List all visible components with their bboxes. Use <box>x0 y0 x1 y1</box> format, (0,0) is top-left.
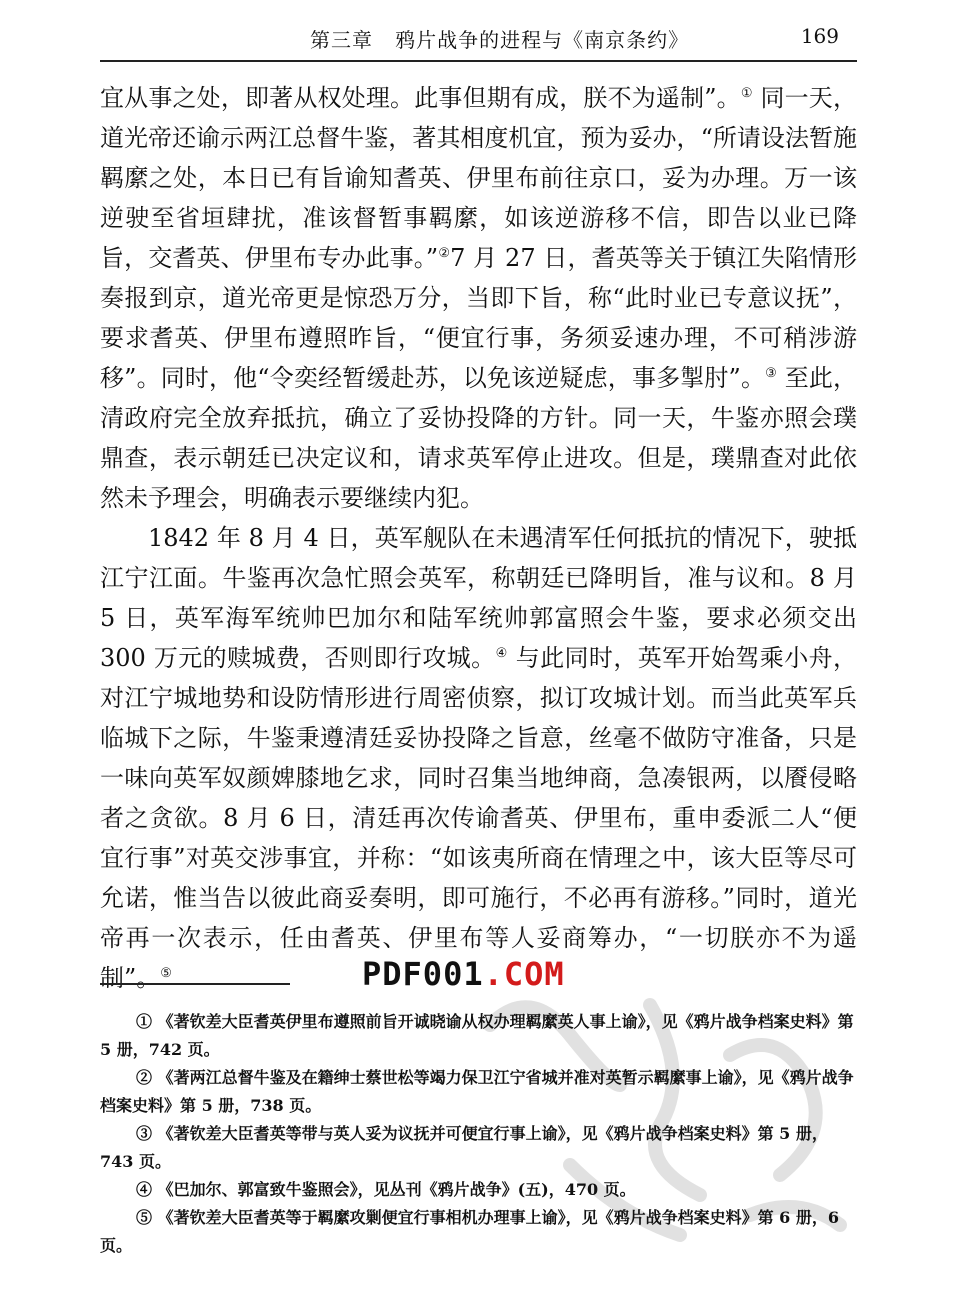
footnote-item: ① 《著钦差大臣耆英伊里布遵照前旨开诚晓谕从权办理羁縻英人事上谕》，见《鸦片战争档案史料》第 5 册，742 页。 <box>100 1012 854 1059</box>
footnote-marker: ① <box>740 86 753 101</box>
main-text <box>100 78 857 998</box>
page-number: 169 <box>800 24 839 48</box>
running-header <box>100 22 857 62</box>
footnote-marker: ② <box>438 246 451 261</box>
text-segment: 至此，清政府完全放弃抵抗，确立了妥协投降的方针。同一天，牛鉴亦照会璞鼎查，表示朝廷已决定议和，请求英军停止进攻。但是，璞鼎查对此依然未予理会，明确表示要继续内犯。 <box>100 364 857 512</box>
footnote-item: ⑤ 《著钦差大臣耆英等于羁縻攻剿便宜行事相机办理事上谕》，见《鸦片战争档案史料》第 6 册，6 页。 <box>100 1208 839 1255</box>
footnote-item: ② 《著两江总督牛鉴及在籍绅士蔡世松等竭力保卫江宁省城并准对英暂示羁縻事上谕》，见《鸦片战争档案史料》第 5 册，738 页。 <box>100 1068 854 1115</box>
footnote-item: ④ 《巴加尔、郭富致牛鉴照会》，见丛刊《鸦片战争》(五)，470 页。 <box>136 1180 636 1199</box>
body-paragraph <box>100 78 857 518</box>
text-segment: 1842 年 8 月 4 日，英军舰队在未遇清军任何抵抗的情况下，驶抵江宁江面。牛鉴再次急忙照会英军，称朝廷已降明旨，准与议和。8 月 5 日，英军海军统帅巴加尔和陆军统帅郭富照会牛鉴，要求必须交出 300 万元的赎城费，否则即行攻城。 <box>100 524 857 672</box>
site-watermark: PDF001.COM <box>362 955 565 993</box>
text-segment: 同一天，道光帝还谕示两江总督牛鉴，著其相度机宜，预为妥办，“所请设法暂施羁縻之处，本日已有旨谕知耆英、伊里布前往京口，妥为办理。万一该逆驶至省垣肆扰，准该督暂事羁縻，如该逆游移不信，即告以业已降旨，交耆英、伊里布专办此事。” <box>100 84 857 272</box>
text-segment: 宜从事之处，即著从权处理。此事但期有成，朕不为遥制”。 <box>100 84 741 112</box>
footnote-separator <box>100 983 290 985</box>
body-paragraph <box>100 518 857 998</box>
footnote-item: ③ 《著钦差大臣耆英等带与英人妥为议抚并可便宜行事上谕》，见《鸦片战争档案史料》第 5 册，743 页。 <box>100 1124 828 1171</box>
footnote-marker: ④ <box>495 646 508 661</box>
footnote-marker: ⑤ <box>160 966 172 981</box>
footnote-marker: ③ <box>765 366 777 381</box>
footnotes <box>100 1008 857 1260</box>
text-segment: 7 月 27 日，耆英等关于镇江失陷情形奏报到京，道光帝更是惊恐万分，当即下旨，称“此时业已专意议抚”，要求耆英、伊里布遵照昨旨，“便宜行事，务须妥速办理，不可稍涉游移”。同时，他“令奕经暂缓赴苏，以免该逆疑虑，事多掣肘”。 <box>100 244 857 392</box>
text-segment: 与此同时，英军开始驾乘小舟，对江宁城地势和设防情形进行周密侦察，拟订攻城计划。而当此英军兵临城下之际，牛鉴秉遵清廷妥协投降之旨意，丝毫不做防守准备，只是一味向英军奴颜婢膝地乞求，同时召集当地绅商，急凑银两，以餍侵略者之贪欲。8 月 6 日，清廷再次传谕耆英、伊里布，重申委派二人“便宜行事”对英交涉事宜，并称：“如该夷所商在情理之中，该大臣等尽可允诺，惟当告以彼此商妥奏明，即可施行，不必再有游移。”同时，道光帝再一次表示，任由耆英、伊里布等人妥商筹办，“一切朕亦不为遥制”。 <box>100 644 858 992</box>
chapter-title: 第三章 鸦片战争的进程与《南京条约》 <box>310 28 690 52</box>
